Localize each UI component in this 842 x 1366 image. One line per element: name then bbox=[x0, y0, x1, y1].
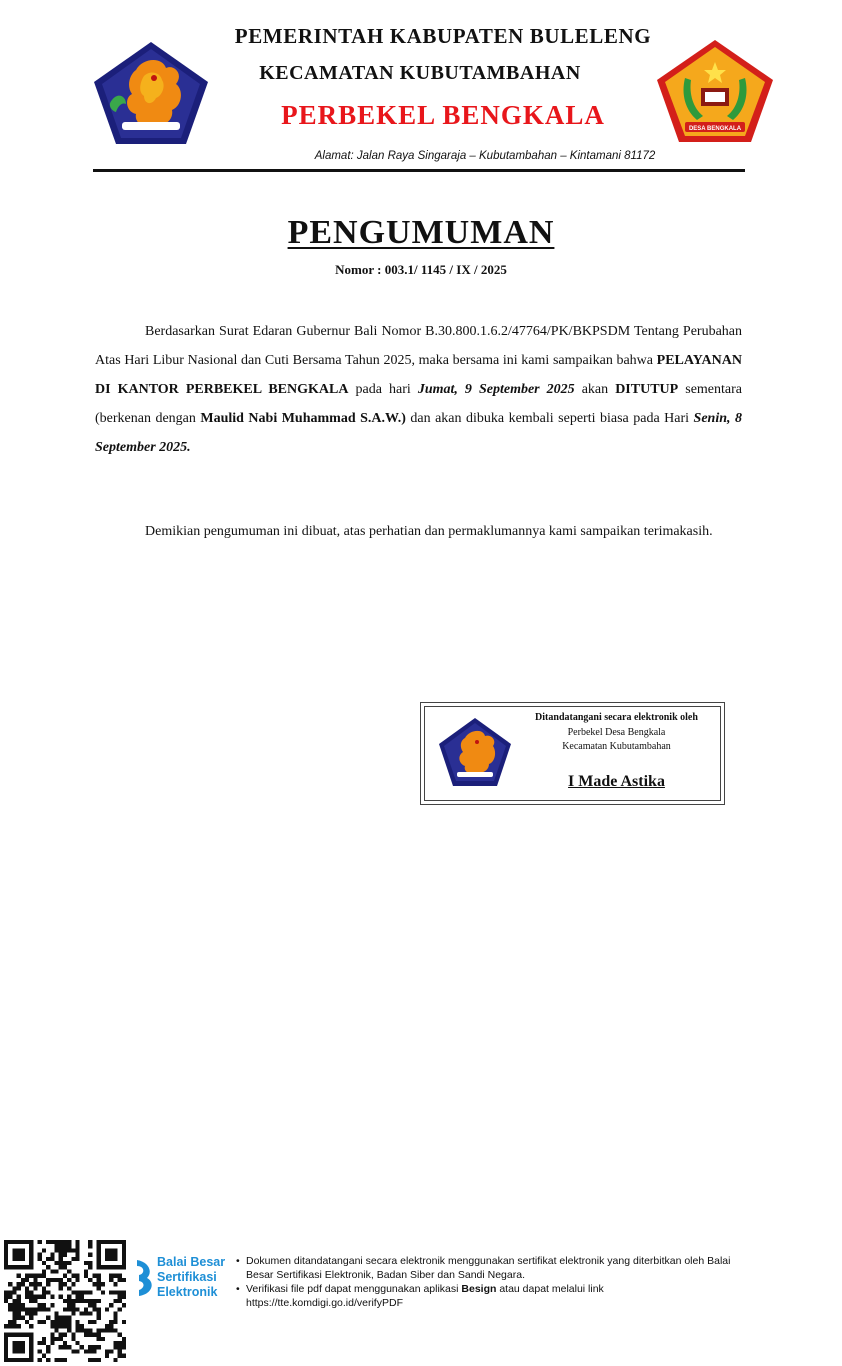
p1-reopen-date: Senin, 8 September 2025. bbox=[95, 411, 742, 455]
bsre-name-line2: Sertifikasi bbox=[157, 1270, 217, 1284]
esign-note-1: Dokumen ditandatangani secara elektronik menggunakan sertifikat elektronik yang diterbitkan oleh Balai Besar Sertifikasi Elektronik, Badan Siber dan Sandi Negara. bbox=[246, 1255, 731, 1281]
document-title bbox=[0, 214, 842, 252]
p1-closure-date: Jumat, 9 September 2025 bbox=[417, 382, 575, 397]
signature-caption bbox=[514, 711, 719, 755]
p1-text-5: dan akan dibuka kembali seperti biasa pada Hari bbox=[405, 411, 694, 426]
p1-holiday-name: Maulid Nabi Muhammad S.A.W.) bbox=[200, 411, 406, 426]
esign-note-2-post: atau dapat melalui link https://tte.komdigi.go.id/verifyPDF bbox=[246, 1283, 604, 1309]
bsre-name-line1: Balai Besar bbox=[157, 1255, 226, 1269]
district-name: KECAMATAN KUBUTAMBAHAN bbox=[259, 62, 581, 84]
signer-name bbox=[514, 773, 719, 791]
besign-app-name: Besign bbox=[461, 1283, 497, 1295]
village-head-office: PERBEKEL BENGKALA bbox=[281, 100, 605, 130]
desa-bengkala-emblem-ribbon: DESA BENGKALA bbox=[688, 126, 742, 132]
signature-emblem bbox=[437, 716, 513, 788]
letterhead-divider bbox=[93, 169, 745, 172]
esign-note-item bbox=[236, 1282, 736, 1310]
closing-paragraph bbox=[95, 517, 742, 546]
signature-caption-line3: Kecamatan Kubutambahan bbox=[562, 741, 671, 752]
bullet: • bbox=[236, 1255, 240, 1267]
office-address: Alamat: Jalan Raya Singaraja – Kubutambahan – Kintamani 81172 bbox=[314, 150, 656, 162]
p1-text-2: pada hari bbox=[348, 382, 418, 397]
bsre-logo-icon bbox=[133, 1256, 157, 1300]
signature-caption-line1: Ditandatangani secara elektronik oleh bbox=[535, 712, 698, 723]
government-name: PEMERINTAH KABUPATEN BULELENG bbox=[234, 24, 652, 48]
p2-text: Demikian pengumuman ini dibuat, atas perhatian dan permaklumannya kami sampaikan terimakasih. bbox=[145, 524, 713, 539]
signer-name-text: I Made Astika bbox=[568, 773, 665, 790]
bsre-name bbox=[157, 1255, 225, 1300]
p1-text-4: sementara (berkenan dengan bbox=[95, 382, 742, 426]
bullet: • bbox=[236, 1283, 240, 1295]
p1-closed-word: DITUTUP bbox=[615, 382, 679, 397]
p1-text-3: akan bbox=[574, 382, 616, 397]
p1-office-service: PELAYANAN DI KANTOR PERBEKEL BENGKALA bbox=[95, 353, 742, 397]
bsre-name-line3: Elektronik bbox=[157, 1285, 218, 1299]
p1-text-1: Berdasarkan Surat Edaran Gubernur Bali Nomor B.30.800.1.6.2/47764/PK/BKPSDM Tentang Perubahan Atas Hari Libur Nasional dan Cuti Bersama Tahun 2025, maka bersama ini kami sampaikan bahwa bbox=[95, 324, 742, 368]
esign-notes bbox=[236, 1254, 736, 1310]
esign-note-item bbox=[236, 1254, 736, 1282]
verification-qr-code[interactable] bbox=[4, 1240, 126, 1362]
desa-bengkala-emblem bbox=[655, 38, 775, 144]
signature-caption-line2: Perbekel Desa Bengkala bbox=[567, 726, 666, 738]
esign-note-2-pre: Verifikasi file pdf dapat menggunakan aplikasi bbox=[246, 1283, 462, 1295]
document-number: Nomor : 003.1/ 1145 / IX / 2025 bbox=[335, 262, 507, 277]
document-title-text: PENGUMUMAN bbox=[287, 214, 555, 251]
buleleng-regency-emblem bbox=[92, 40, 210, 146]
announcement-paragraph bbox=[95, 317, 742, 462]
